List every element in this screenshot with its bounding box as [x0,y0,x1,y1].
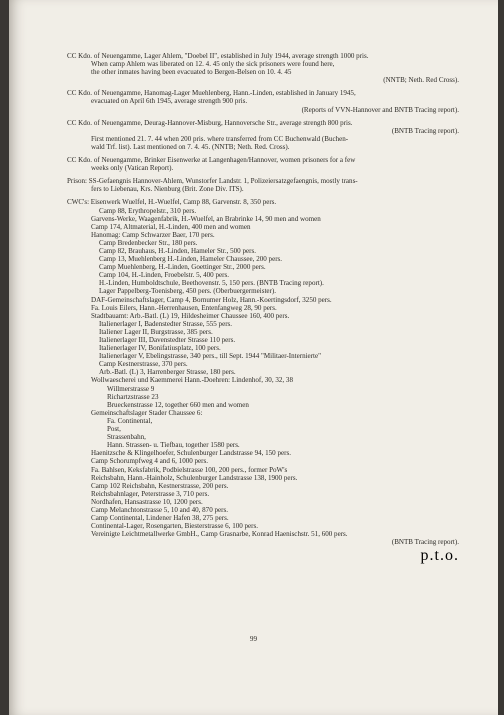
document-page [9,0,498,715]
text-line: Wollwaescherei und Kaemmerei Hann.-Doehren: Lindenhof, 30, 32, 38 [91,376,293,385]
text-line: CC Kdo. of Neuengamme, Brinker Eisenwerke at Langenhagen/Hannover, women prisoners for a few [67,156,356,165]
text-line: Italienerlager IV, Bonifatiusplatz, 100 pers. [99,344,221,353]
text-line: Reichsbahnlager, Peterstrasse 3, 710 pers. [91,489,210,498]
text-line: CC Kdo. of Neuengamme, Hanomag-Lager Muehlenberg, Hann.-Linden, established in January 1945, [67,89,356,98]
text-line: Italienerlager I, Badenstedter Strasse, 555 pers. [99,319,233,328]
text-line: Arb.-Batl. (L) 3, Harrenberger Strasse, 180 pers. [99,368,236,377]
entry-block [67,156,459,172]
text-line: Strassenbahn, [107,433,146,442]
text-line: Garvens-Werke, Waagenfabrik, H.-Wuelfel, an Brabrinke 14, 90 men and women [91,214,321,223]
text-line: Camp 102 Reichsbahn, Kestnerstrasse, 200 pers. [91,481,229,490]
text-line: Camp Melanchtonstrasse 5, 10 and 40, 870 pers. [91,505,228,514]
text-line: CC Kdo. of Neuengamme, Lager Ahlem, "Doebel II", established in July 1944, average strength 1000 pris. [67,52,369,60]
text-line: Prison: SS-Gefaengnis Hannover-Ahlem, Wunstorfer Landstr. 1, Polizeiersatzgefaengnis, mostly trans- [67,177,358,186]
text-line: CC Kdo. of Neuengamme, Deurag-Hannover-Misburg, Hannoversche Str., average strength 800 pris. [67,118,353,127]
text-line: weeks only (Vatican Report). [91,164,174,173]
text-line: (BNTB Tracing report). [391,538,459,547]
text-line: Hann. Strassen- u. Tiefbau, together 1580 pers. [107,441,240,450]
text-line: Camp Continental, Lindener Hafen 38, 275 pers. [91,514,229,523]
text-line: CWC's: Eisenwerk Wuelfel, H.-Wuelfel, Camp 88, Garvenstr. 8, 350 pers. [67,198,277,207]
text-line: the other inmates having been evacuated to Bergen-Belsen on 10. 4. 45 [91,68,292,77]
text-line: Camp 88, Erythropelstr., 310 pers. [99,206,197,215]
text-line: H.-Linden, Humboldtschule, Beethovenstr. 5, 150 pers. (BNTB Tracing report). [99,279,324,288]
page-number: 99 [249,635,258,643]
text-line: (NNTB; Neth. Red Cross). [383,76,459,85]
text-line: Italiener Lager II, Burgstrasse, 385 pers. [99,327,213,336]
entry-block [67,119,459,151]
text-line: Continental-Lager, Rosengarten, Biesterstrasse 6, 100 pers. [91,522,259,531]
text-line: Camp 82, Brauhaus, H.-Linden, Hameler Str., 500 pers. [99,246,256,255]
text-line: Camp 13, Muehlenberg H.-Linden, Hameler Chaussee, 200 pers. [99,255,283,264]
entry-block [67,52,459,84]
text-line: wald Trf. list). Last mentioned on 7. 4. 45. (NNTB; Neth. Red. Cross). [91,142,290,151]
text-line: Nordhafen, Hansastrasse 10, 1200 pers. [91,497,203,506]
text-line: Lager Pappelberg-Toenisberg, 450 pers. (Oberbuergermeister). [99,287,276,296]
text-line: Fa. Louis Eilers, Hann.-Herrenhausen, Entenfangweg 28, 90 pers. [91,303,277,312]
text-line: Vereinigte Leichtmetallwerke GmbH., Camp Grasnarbe, Konrad Haenischstr. 51, 600 pers. [91,530,348,539]
text-line: Camp 104, H.-Linden, Froebelstr. 5, 400 pers. [99,271,229,280]
text-line: Richartzstrasse 23 [107,392,159,401]
text-line: Hanomag: Camp Schwarzer Baer, 170 pers. [91,230,215,239]
text-line: Fa. Bahlsen, Keksfabrik, Podbielstrasse 100, 200 pers., former PoW's [91,465,288,474]
text-line: Gemeinschaftslager Stader Chaussee 6: [91,408,203,417]
text-line: (BNTB Tracing report). [391,126,459,135]
entry-block [67,89,459,113]
text-line: Italienerlager V, Ebelingstrasse, 340 pers., till Sept. 1944 "Militaer-Internierte" [99,352,321,361]
text-line: fers to Liebenau, Krs. Nienburg (Brit. Zone Div. ITS). [91,185,244,194]
text-line: Haenitzsche & Klingelhoefer, Schulenburger Landstrasse 94, 150 pers. [91,449,291,458]
text-line: When camp Ahlem was liberated on 12. 4. 45 only the sick prisoners were found here, [91,60,335,69]
entry-block [67,177,459,193]
text-line: Stadtbauamt: Arb.-Batl. (L) 19, Hildesheimer Chaussee 160, 400 pers. [91,311,290,320]
document-body [67,52,459,546]
text-line: Brueckenstrasse 12, together 660 men and women [107,400,249,409]
text-line: Reichsbahn, Hann.-Hainholz, Schulenburger Landstrasse 138, 1900 pers. [91,473,298,482]
text-line: (Reports of VVN-Hannover and BNTB Tracing report). [301,105,459,114]
text-line: Willmerstrasse 9 [107,384,155,393]
text-line: Camp Kestnerstrasse, 370 pers. [99,360,188,369]
text-line: DAF-Gemeinschaftslager, Camp 4, Bornumer Holz, Hann.-Koertingsdorf, 3250 pers. [91,295,332,304]
text-line: Post, [107,425,121,434]
text-line: First mentioned 21. 7. 44 when 200 pris. where transferred from CC Buchenwald (Buchen- [91,134,349,143]
text-line: Camp Bredenbecker Str., 180 pers. [99,238,198,247]
pto-note: p.t.o. [420,547,459,564]
text-line: Camp Muehlenberg, H.-Linden, Goettinger Str., 2000 pers. [99,263,266,272]
text-line: Italienerlager III, Davenstedter Strasse 110 pers. [99,336,236,344]
text-line: Camp Schorumpfweg 4 and 6, 1000 pers. [91,457,209,466]
text-line: evacuated on April 6th 1945, average strength 900 pris. [91,97,248,106]
text-line: Camp 174, Altmaterial, H.-Linden, 400 men and women [91,222,251,231]
entry-block [67,198,459,546]
text-line: Fa. Continental, [107,416,153,425]
